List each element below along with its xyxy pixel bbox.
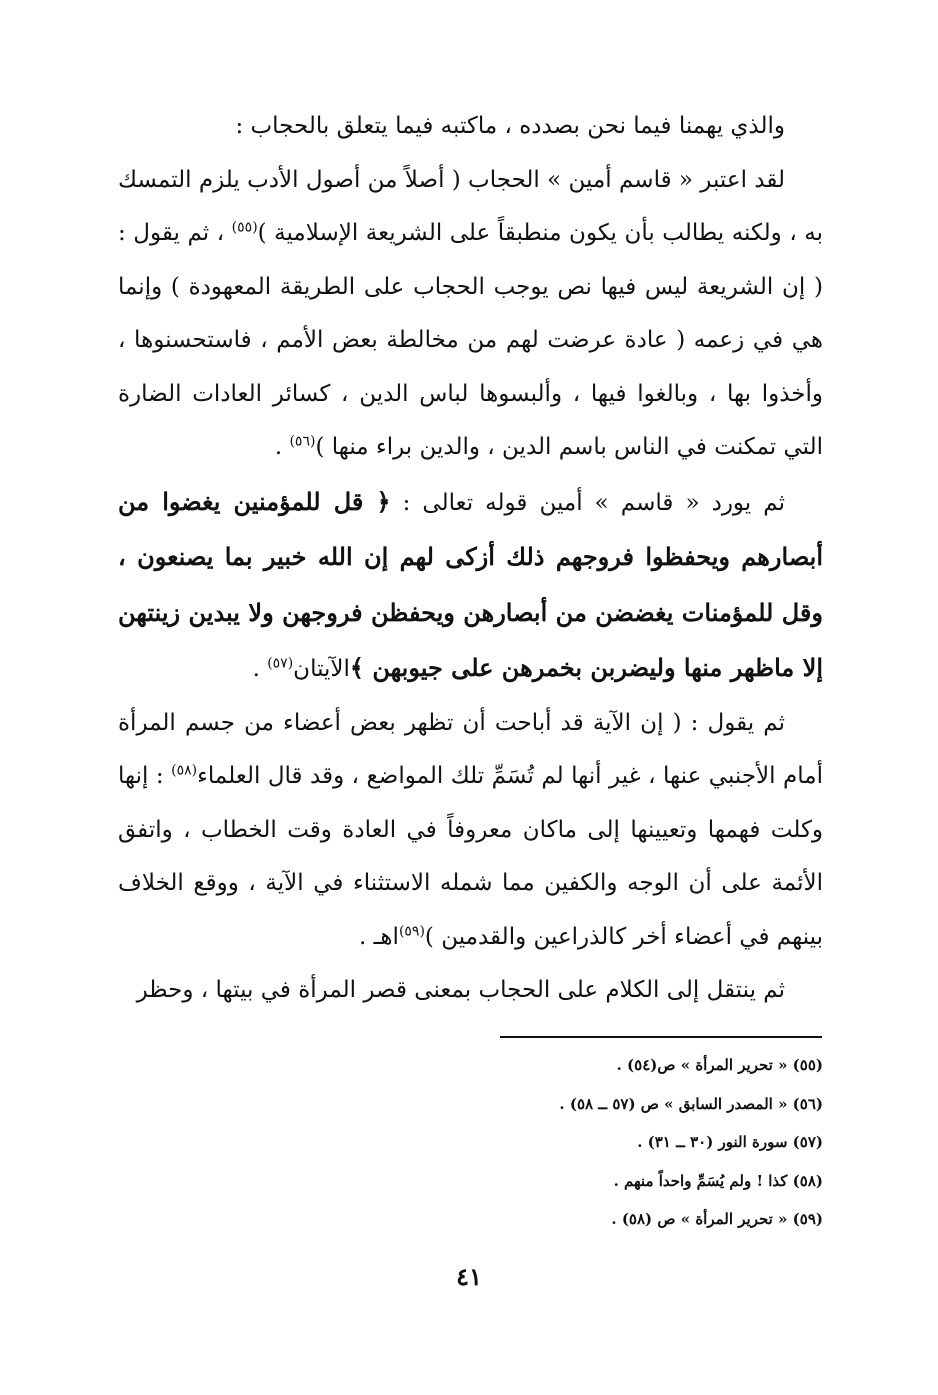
- paragraph-text: والذي يهمنا فيما نحن بصدده ، ماكتبه فيما يتعلق بالحجاب :: [235, 113, 785, 139]
- paragraph-text: ، ثم يقول : ( إن الشريعة ليس فيها نص يوجب الحجاب على الطريقة المعهودة ) وإنما هي في زعمه ( عادة عرضت لهم من مخالطة بعض الأمم ، فاستحسنوها ، وأخذوا بها ، وبالغوا فيها ، وألبسوها لباس الدين ، كسائر العادات الضارة التي تمكنت في الناس باسم الدين ، والدين براء منها ): [118, 220, 823, 460]
- footnotes: [300, 1046, 823, 1239]
- paragraph-text: ثم يقول : ( إن الآية قد أباحت أن تظهر بعض أعضاء من جسم المرأة أمام الأجنبي عنها ، غير أنها لم تُسَمِّ تلك المواضع ، وقد قال العلماء: [118, 709, 824, 789]
- paragraph-3: [118, 475, 823, 697]
- paragraph-text: .: [274, 434, 283, 460]
- paragraph-text: .: [252, 656, 260, 682]
- footnote-55: (٥٥) « تحرير المرأة » ص(٥٤) .: [616, 1056, 823, 1074]
- footnote-59: (٥٩) « تحرير المرأة » ص (٥٨) .: [611, 1210, 823, 1228]
- quran-verse: ﴿ قل للمؤمنين يغضوا من أبصارهم ويحفظوا فروجهم ذلك أزكى لهم إن الله خبير بما يصنعون ، وقل للمؤمنات يغضضن من أبصارهن ويحفظن فروجهن ولا يبدين زينتهن إلا ماظهر منها وليضربن بخمرهن على جيوبهن ﴾: [118, 486, 823, 682]
- paragraph-text: الآيتان: [293, 656, 350, 682]
- footnote-ref-57[interactable]: (٥٧): [267, 655, 294, 672]
- footnote-ref-58[interactable]: (٥٨): [171, 762, 198, 779]
- paragraph-text: ثم ينتقل إلى الكلام على الحجاب بمعنى قصر المرأة في بيتها ، وحظر: [136, 977, 785, 1003]
- paragraph-5: [118, 964, 823, 1018]
- paragraph-text: اهـ .: [359, 923, 399, 950]
- paragraph-text: لقد اعتبر « قاسم أمين » الحجاب ( أصلاً من أصول الأدب يلزم التمسك به ، ولكنه يطالب بأن يكون منطبقاً على الشريعة الإسلامية ): [118, 166, 824, 246]
- footnote-58: (٥٨) كذا ! ولم يُسَمِّ واحداً منهم .: [613, 1171, 823, 1190]
- paragraph-text: : إنها وكلت فهمها وتعيينها إلى ماكان معروفاً في العادة وقت الخطاب ، واتفق الأئمة على أن الوجه والكفين مما شمله الاستثناء في الآية ، ووقع الخلاف بينهم في أعضاء أخر كالذراعين والقدمين ): [118, 763, 823, 950]
- paragraph-1: [118, 100, 823, 154]
- footnote-divider: [500, 1036, 822, 1038]
- footnote-ref-55[interactable]: (٥٥): [231, 219, 258, 236]
- paragraph-4: [118, 697, 823, 965]
- footnote-ref-59[interactable]: (٥٩): [398, 922, 425, 939]
- footnote-57: (٥٧) سورة النور (٣٠ ــ ٣١) .: [637, 1133, 823, 1151]
- footnote-ref-56[interactable]: (٥٦): [289, 433, 316, 450]
- main-text: [118, 100, 823, 1018]
- page-number: ٤١: [456, 1262, 482, 1291]
- paragraph-2: [118, 154, 823, 475]
- footnote-56: (٥٦) « المصدر السابق » ص (٥٧ ــ ٥٨) .: [559, 1094, 823, 1113]
- paragraph-text: ثم يورد « قاسم » أمين قوله تعالى :: [402, 489, 785, 516]
